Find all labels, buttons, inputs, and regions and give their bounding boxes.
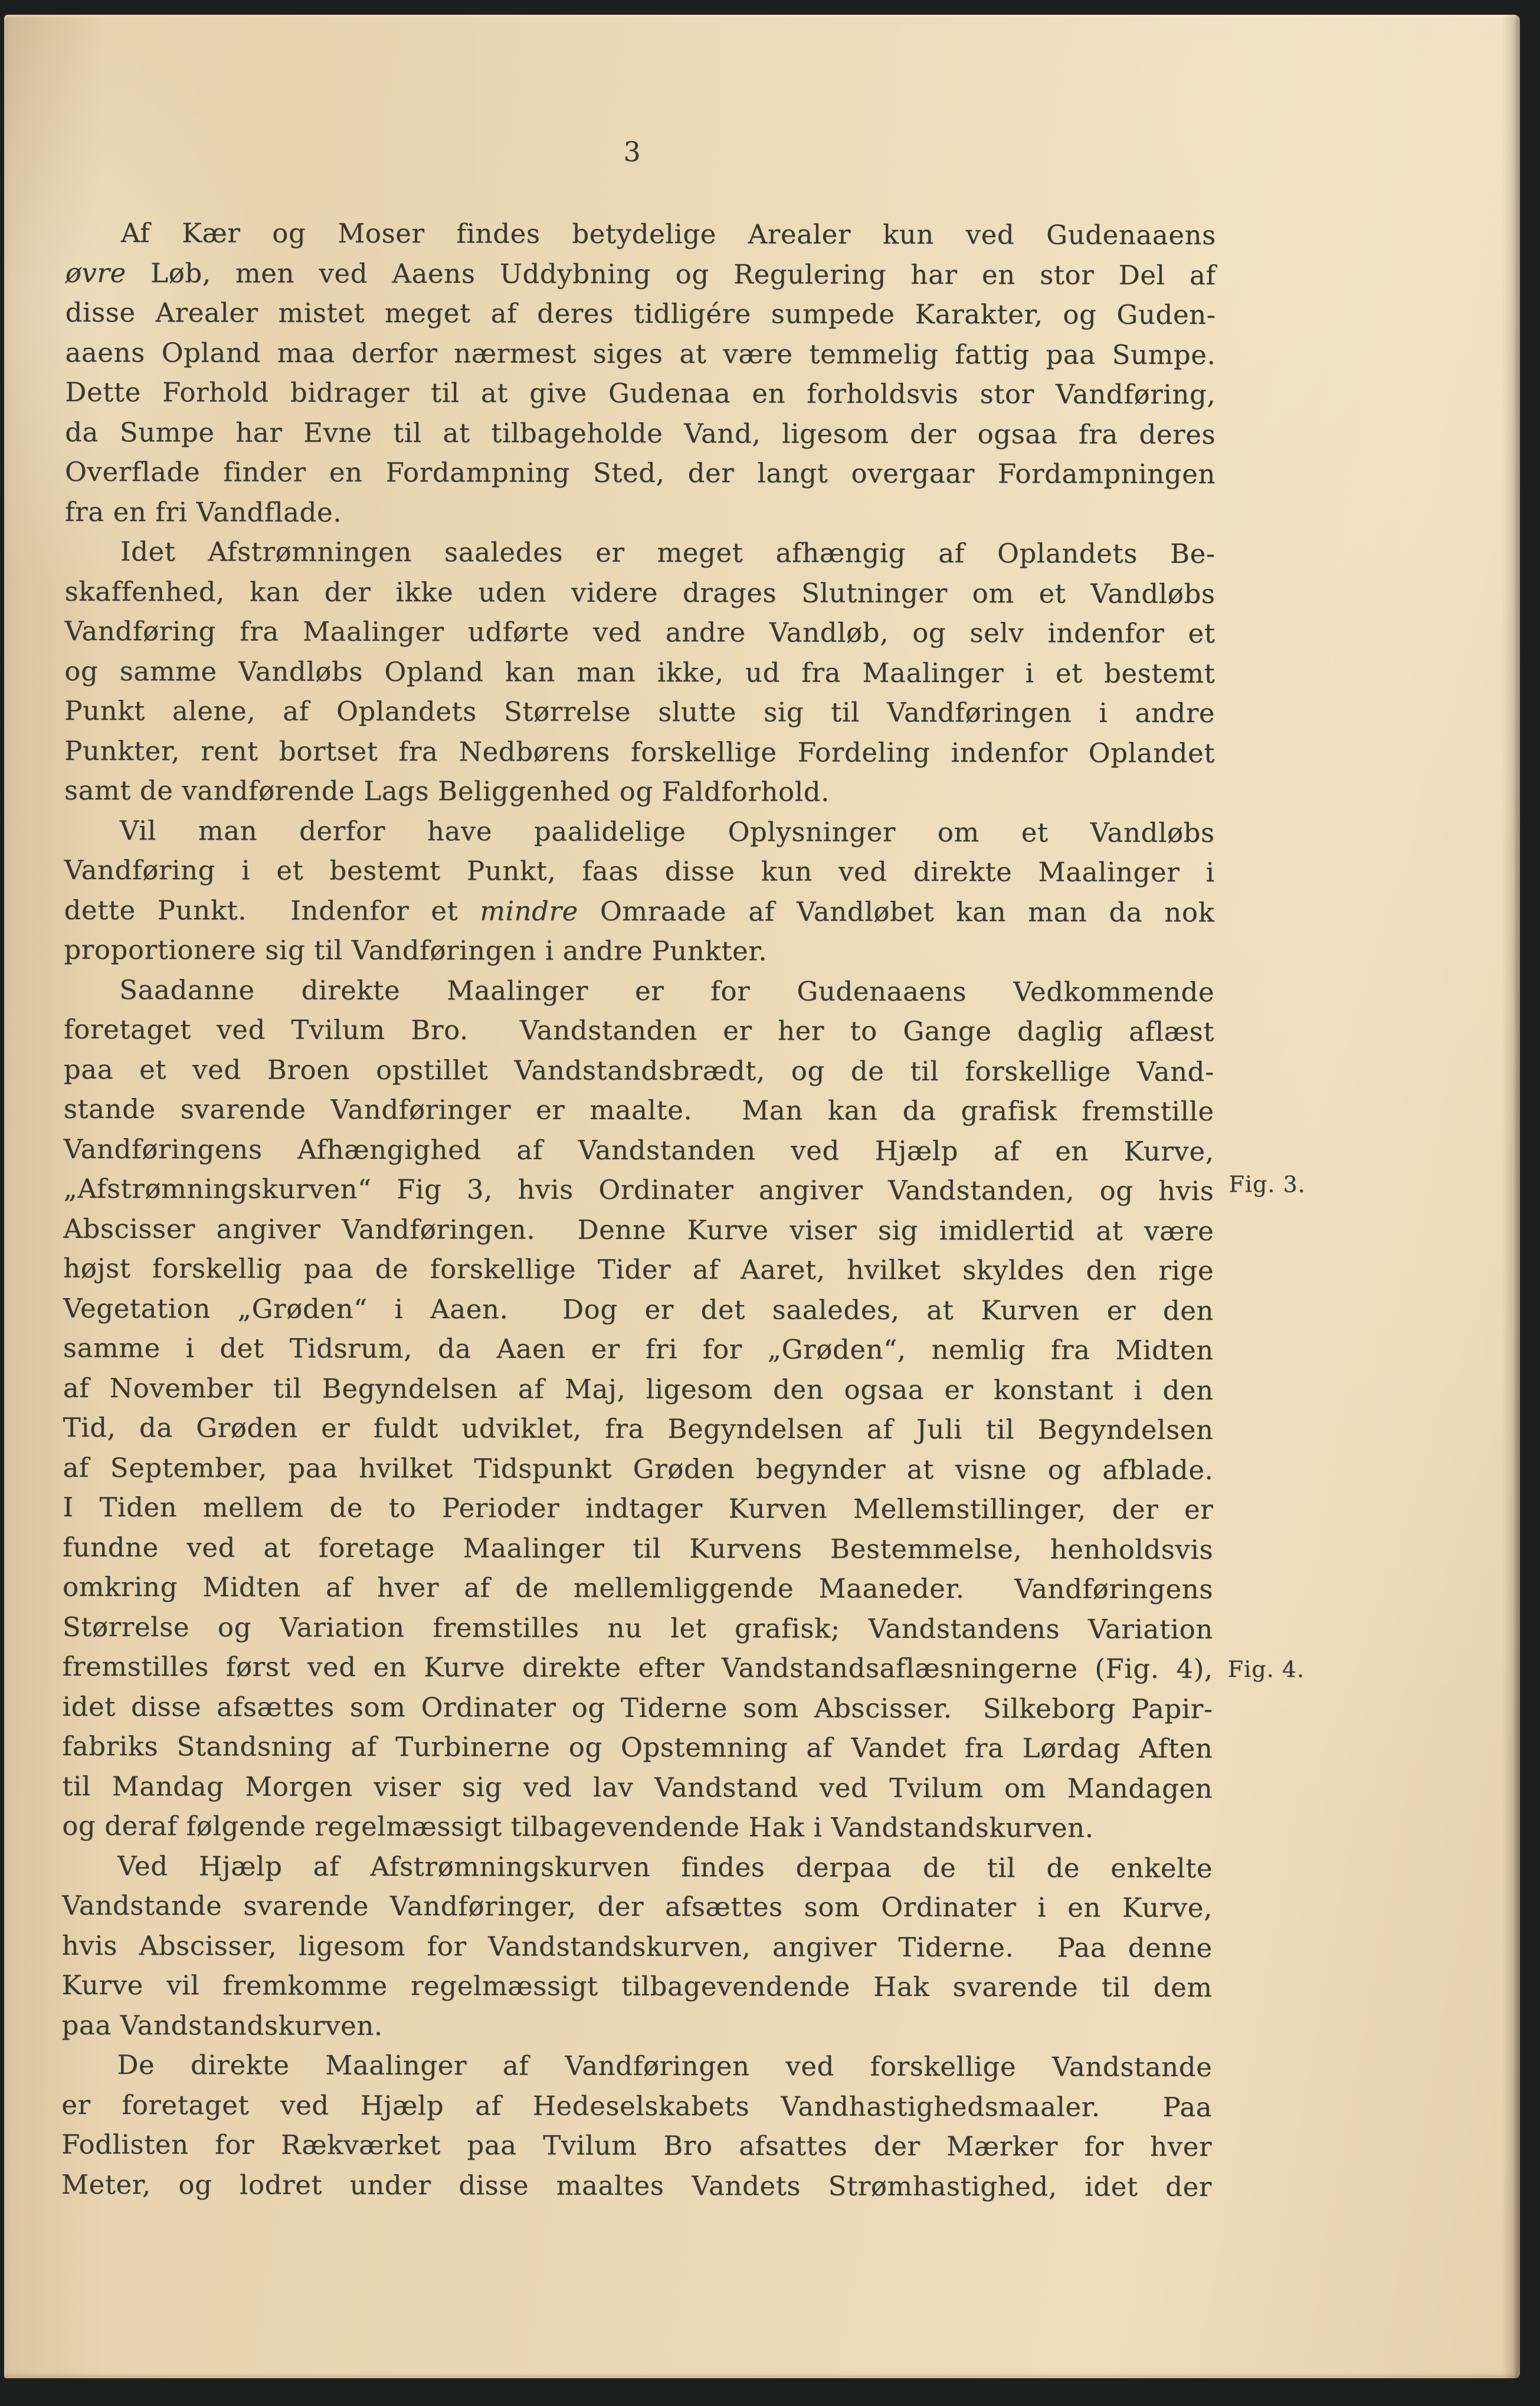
text-line: proportionere sig til Vandføringen i andre Punkter. [64, 933, 768, 967]
text-line: Vandføring fra Maalinger udførte ved andre Vandløb, og selv indenfor et [64, 615, 1215, 650]
text-line: fundne ved at foretage Maalinger til Kurvens Bestemmelse, henholdsvis [63, 1531, 1214, 1565]
paragraph [64, 532, 1215, 813]
text-line: skaffenhed, kan der ikke uden videre drages Slutninger om et Vandløbs [64, 575, 1215, 609]
paragraph [65, 213, 1216, 534]
text-line: Ved Hjælp af Afstrømningskurven findes derpaa de til de enkelte [117, 1850, 1213, 1884]
text-line: og deraf følgende regelmæssigt tilbagevendende Hak i Vandstandskurven. [62, 1810, 1094, 1844]
text-line: samt de vandførende Lags Beliggenhed og Faldforhold. [64, 774, 830, 808]
text-line: Vil man derfor have paalidelige Oplysninger om et Vandløbs [119, 814, 1215, 848]
text-line: Tid, da Grøden er fuldt udviklet, fra Begyndelsen af Juli til Begyndelsen [63, 1411, 1214, 1446]
text-line: aaens Opland maa derfor nærmest siges at være temmelig fattig paa Sumpe. [65, 336, 1216, 371]
line-segment: dette Punkt. Indenfor et [64, 894, 480, 926]
text-line: stande svarende Vandføringer er maalte. Man kan da grafisk fremstille [63, 1093, 1214, 1127]
text-line: Saadanne direkte Maalinger er for Gudenaaens Vedkommende [119, 973, 1215, 1008]
body-text [61, 213, 1216, 2207]
text-line: Punkter, rent bortset fra Nedbørens forskellige Fordeling indenfor Oplandet [64, 735, 1215, 769]
paragraph [61, 2045, 1213, 2207]
text-line: De direkte Maalinger af Vandføringen ved forskellige Vandstande [117, 2049, 1213, 2083]
text-line: fremstilles først ved en Kurve direkte efter Vandstandsaflæsningerne (Fig. 4), [62, 1650, 1213, 1685]
text-line: disse Arealer mistet meget af deres tidligére sumpede Karakter, og Guden- [65, 296, 1216, 331]
text-line: Dette Forhold bidrager til at give Gudenaa en forholdsvis stor Vandføring, [65, 376, 1216, 411]
paragraph [64, 810, 1215, 972]
text-line: Fodlisten for Rækværket paa Tvilum Bro afsattes der Mærker for hver [61, 2128, 1213, 2163]
text-line: „Afstrømningskurven“ Fig 3, hvis Ordinater angiver Vandstanden, og hvis [63, 1172, 1214, 1207]
text-line: I Tiden mellem de to Perioder indtager Kurven Mellemstillinger, der er [63, 1491, 1214, 1526]
text-line: af November til Begyndelsen af Maj, ligesom den ogsaa er konstant i den [63, 1372, 1214, 1406]
text-line: da Sumpe har Evne til at tilbageholde Vand, ligesom der ogsaa fra deres [65, 416, 1216, 450]
text-line: Abscisser angiver Vandføringen. Denne Kurve viser sig imidlertid at være [63, 1212, 1214, 1247]
paragraph [62, 969, 1214, 1848]
line-segment: Omraade af Vandløbet kan man da nok [578, 895, 1215, 928]
text-line: paa et ved Broen opstillet Vandstandsbrædt, og de til forskellige Vand- [63, 1053, 1214, 1087]
page-number: 3 [623, 135, 641, 168]
text-line: og samme Vandløbs Opland kan man ikke, ud fra Maalinger i et bestemt [64, 655, 1215, 689]
text-line: samme i det Tidsrum, da Aaen er fri for „Grøden“, nemlig fra Midten [63, 1332, 1214, 1366]
text-line [64, 890, 1214, 932]
italic-word: mindre [480, 894, 578, 927]
text-line: Vandføring i et bestemt Punkt, faas disse kun ved direkte Maalinger i [64, 854, 1215, 889]
text-line: Punkt alene, af Oplandets Størrelse slutte sig til Vandføringen i andre [64, 694, 1215, 729]
text-line: fabriks Standsning af Turbinerne og Opstemning af Vandet fra Lørdag Aften [62, 1730, 1213, 1765]
text-line: hvis Abscisser, ligesom for Vandstandskurven, angiver Tiderne. Paa denne [61, 1929, 1213, 1964]
text-line: Af Kær og Moser findes betydelige Arealer kun ved Gudenaaens [120, 217, 1216, 251]
text-line: paa Vandstandskurven. [61, 2009, 383, 2041]
text-line: Kurve vil fremkomme regelmæssigt tilbagevendende Hak svarende til dem [61, 1969, 1213, 2004]
italic-word: øvre [65, 257, 126, 289]
text-line [65, 253, 1216, 295]
text-line: Overflade finder en Fordampning Sted, der langt overgaar Fordampningen [64, 455, 1216, 490]
text-line: foretaget ved Tvilum Bro. Vandstanden er her to Gange daglig aflæst [64, 1013, 1215, 1048]
text-line: er foretaget ved Hjælp af Hedeselskabets Vandhastighedsmaaler. Paa [61, 2089, 1213, 2123]
paragraph [61, 1846, 1213, 2047]
book-page [4, 15, 1520, 2378]
text-line: Vegetation „Grøden“ i Aaen. Dog er det saaledes, at Kurven er den [63, 1292, 1214, 1326]
text-line: Meter, og lodret under disse maaltes Vandets Strømhastighed, idet der [61, 2168, 1213, 2202]
text-line: idet disse afsættes som Ordinater og Tiderne som Abscisser. Silkeborg Papir- [62, 1690, 1213, 1725]
margin-note-fig3: Fig. 3. [1228, 1171, 1306, 1198]
text-line: Idet Afstrømningen saaledes er meget afhængig af Oplandets Be- [120, 536, 1215, 570]
text-line: omkring Midten af hver af de mellemliggende Maaneder. Vandføringens [63, 1571, 1214, 1605]
printed-area [0, 15, 1521, 2381]
text-line: Størrelse og Variation fremstilles nu let grafisk; Vandstandens Variation [62, 1611, 1213, 1645]
text-line: højst forskellig paa de forskellige Tider af Aaret, hvilket skyldes den rige [63, 1252, 1214, 1287]
line-segment: Løb, men ved Aaens Uddybning og Regulering har en stor Del af [126, 257, 1216, 291]
text-line: af September, paa hvilket Tidspunkt Grøden begynder at visne og afblade. [63, 1451, 1214, 1486]
text-line: til Mandag Morgen viser sig ved lav Vandstand ved Tvilum om Mandagen [62, 1770, 1213, 1804]
text-line: Vandstande svarende Vandføringer, der afsættes som Ordinater i en Kurve, [61, 1889, 1213, 1924]
text-line: Vandføringens Afhængighed af Vandstanden ved Hjælp af en Kurve, [63, 1133, 1214, 1167]
text-line: fra en fri Vandflade. [64, 496, 342, 528]
margin-note-fig4: Fig. 4. [1227, 1656, 1305, 1683]
